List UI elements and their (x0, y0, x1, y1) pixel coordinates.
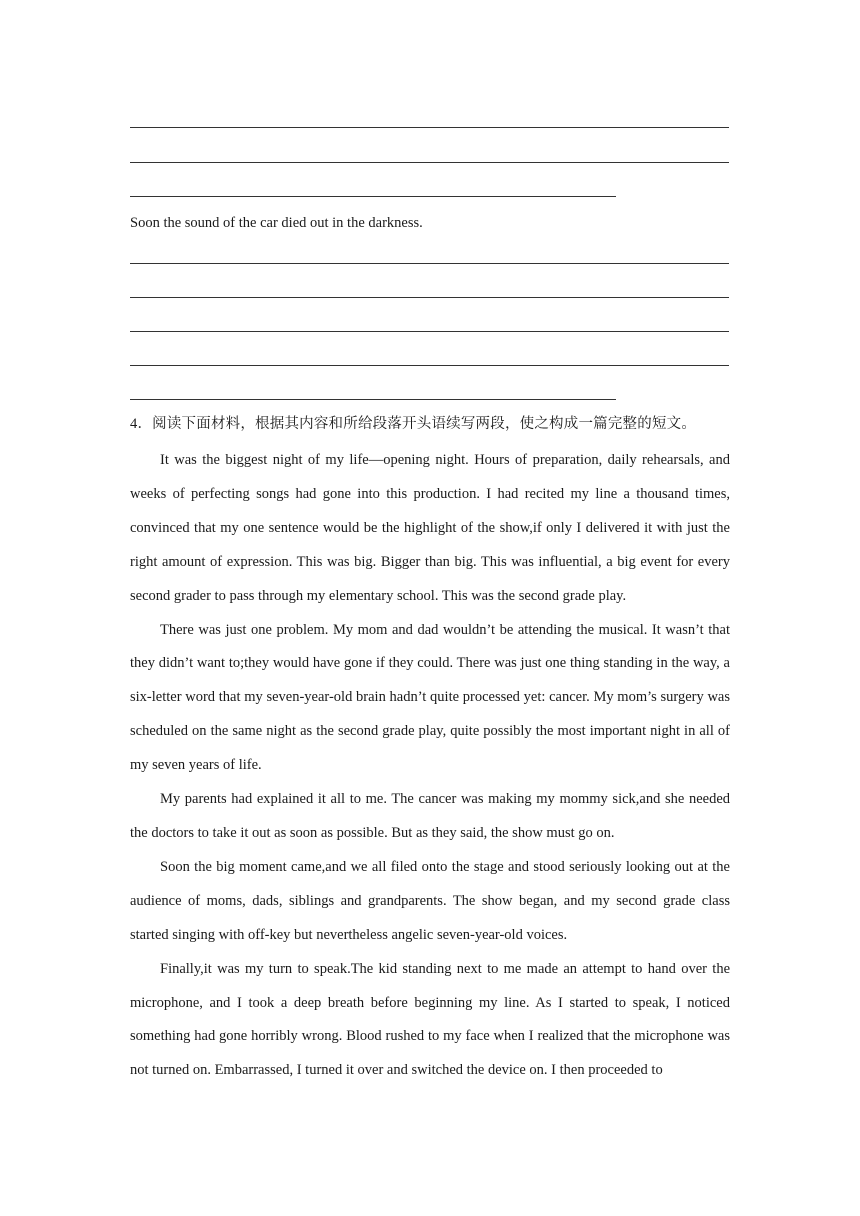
reading-passage (130, 444, 730, 1088)
passage-paragraph: Finally,it was my turn to speak.The kid standing next to me made an attempt to hand over the microphone, and I took a deep breath before beginning my line. As I started to speak, I noticed something had gone horribly wrong. Blood rushed to my face when I realized that the microphone was not turned on. Embarrassed, I turned it over and switched the device on. I then proceeded to (130, 960, 730, 1079)
writing-line[interactable] (130, 196, 616, 197)
writing-line[interactable] (130, 365, 729, 366)
passage-paragraph: My parents had explained it all to me. The cancer was making my mommy sick,and she needed the doctors to take it out as soon as possible. But as they said, the show must go on. (130, 791, 730, 841)
passage-paragraph: It was the biggest night of my life—opening night. Hours of preparation, daily rehearsals, and weeks of perfecting songs had gone into this production. I had recited my line a thousand times, convinced that my one sentence would be the highlight of the show,if only I delivered it with just the right amount of expression. This was big. Bigger than big. This was influential, a big event for every second grader to pass through my elementary school. This was the second grade play. (130, 452, 730, 604)
question-heading (130, 414, 696, 434)
passage-paragraph: There was just one problem. My mom and dad wouldn’t be attending the musical. It wasn’t that they didn’t want to;they would have gone if they could. There was just one thing standing in the way, a six-letter word that my seven-year-old brain hadn’t quite processed yet: cancer. My mom’s surgery was scheduled on the same night as the second grade play, quite possibly the most important night in all of my seven years of life. (130, 621, 730, 774)
writing-line[interactable] (130, 399, 616, 400)
question-instruction: 阅读下面材料，根据其内容和所给段落开头语续写两段，使之构成一篇完整的短文。 (152, 416, 697, 432)
passage-paragraph: Soon the big moment came,and we all filed onto the stage and stood seriously looking out at the audience of moms, dads, siblings and grandparents. The show began, and my second grade class started singing with off-key but nevertheless angelic seven-year-old voices. (130, 858, 730, 943)
question-number: 4． (130, 416, 153, 432)
writing-line[interactable] (130, 127, 729, 128)
writing-line[interactable] (130, 263, 729, 264)
paragraph-opening-sentence: Soon the sound of the car died out in the darkness. (130, 215, 423, 231)
writing-line[interactable] (130, 331, 729, 332)
writing-line[interactable] (130, 162, 729, 163)
writing-line[interactable] (130, 297, 729, 298)
